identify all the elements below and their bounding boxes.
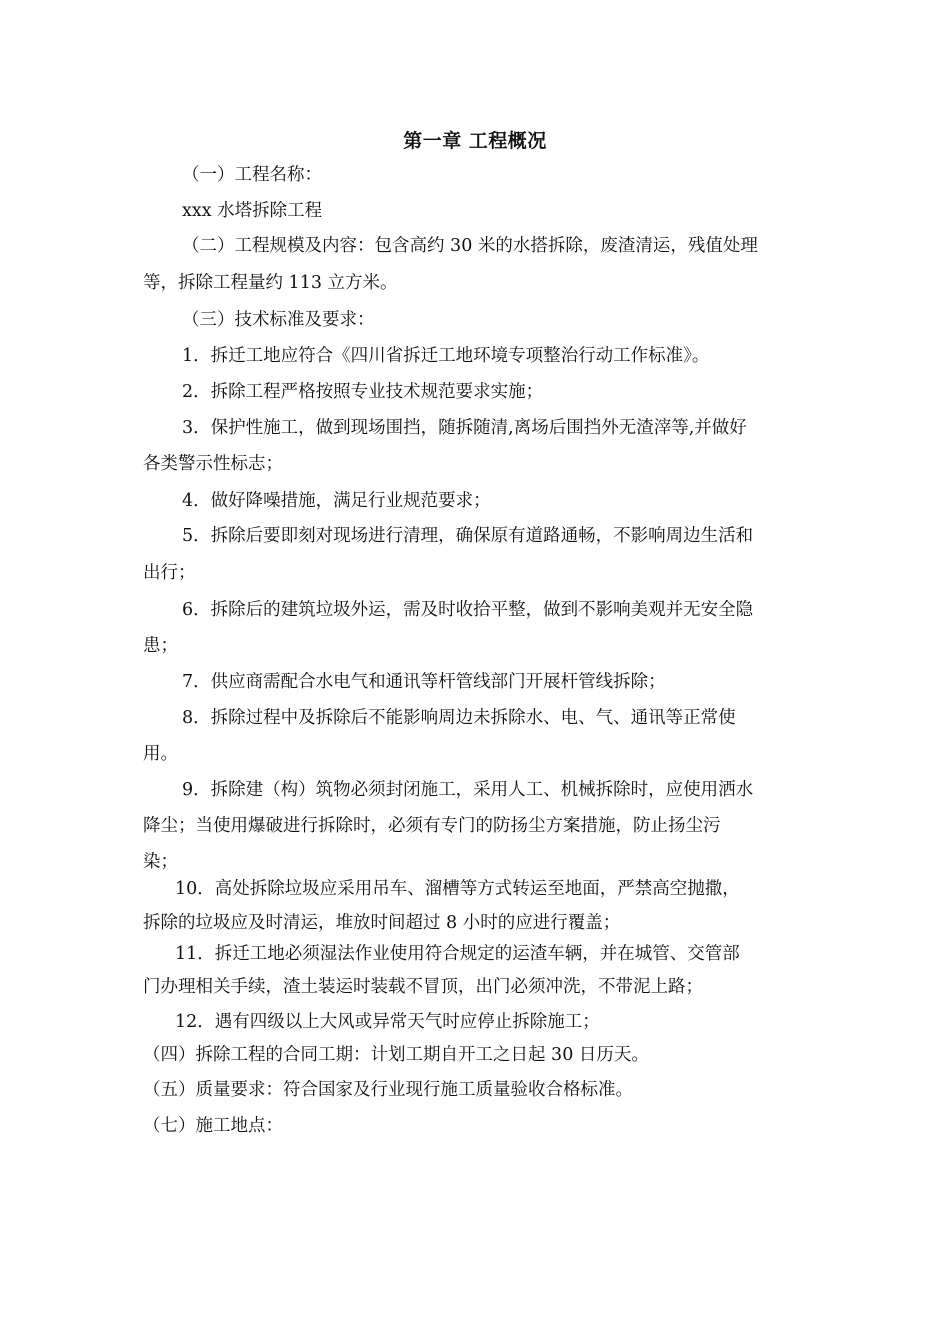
standard-item-11-line-1: 11．拆迁工地必须湿法作业使用符合规定的运渣车辆，并在城管、交管部: [175, 944, 740, 964]
standard-item-4: 4．做好降噪措施，满足行业规范要求；: [182, 491, 491, 511]
standard-item-3-line-2: 各类警示性标志；: [143, 454, 283, 474]
section-scale-line-1: （二）工程规模及内容：包含高约 30 米的水搭拆除，废渣清运，残值处理: [182, 236, 758, 256]
standard-item-7: 7．供应商需配合水电气和通讯等杆管线部门开展杆管线拆除；: [182, 672, 666, 692]
section-project-name-heading: （一）工程名称：: [182, 165, 322, 185]
section-scale-line-2: 等，拆除工程量约 113 立方米。: [143, 273, 398, 293]
standard-item-3-line-1: 3．保护性施工，做到现场围挡，随拆随清,离场后围挡外无渣滓等,并做好: [182, 418, 747, 438]
standard-item-6-line-1: 6．拆除后的建筑垃圾外运，需及时收拾平整，做到不影响美观并无安全隐: [182, 600, 754, 620]
standard-item-10-line-2: 拆除的垃圾应及时清运，堆放时间超过 8 小时的应进行覆盖；: [143, 913, 621, 933]
project-name-value: xxx 水塔拆除工程: [182, 201, 323, 221]
standard-item-5-line-1: 5．拆除后要即刻对现场进行清理，确保原有道路通畅，不影响周边生活和: [182, 526, 754, 546]
section-standards-heading: （三）技术标准及要求：: [182, 310, 375, 330]
chapter-title: 第一章 工程概况: [403, 130, 547, 152]
standard-item-2: 2．拆除工程严格按照专业技术规范要求实施；: [182, 382, 544, 402]
standard-item-9-line-3: 染；: [143, 852, 178, 872]
section-construction-site: （七）施工地点：: [143, 1116, 283, 1136]
section-quality-requirement: （五）质量要求：符合国家及行业现行施工质量验收合格标准。: [143, 1080, 633, 1100]
standard-item-12: 12．遇有四级以上大风或异常天气时应停止拆除施工；: [175, 1012, 600, 1032]
standard-item-9-line-1: 9．拆除建（构）筑物必须封闭施工，采用人工、机械拆除时，应使用洒水: [182, 780, 754, 800]
standard-item-5-line-2: 出行；: [143, 563, 196, 583]
standard-item-10-line-1: 10．高处拆除垃圾应采用吊车、溜槽等方式转运至地面，严禁高空抛撒，: [175, 879, 740, 899]
section-contract-period: （四）拆除工程的合同工期：计划工期自开工之日起 30 日历天。: [143, 1045, 649, 1065]
standard-item-6-line-2: 患；: [143, 636, 178, 656]
standard-item-1: 1．拆迁工地应符合《四川省拆迁工地环境专项整治行动工作标准》。: [182, 346, 710, 366]
standard-item-9-line-2: 降尘；当使用爆破进行拆除时，必须有专门的防扬尘方案措施，防止扬尘污: [143, 816, 721, 836]
standard-item-11-line-2: 门办理相关手续，渣土装运时装载不冒顶，出门必须冲洗，不带泥上路；: [143, 977, 703, 997]
standard-item-8-line-1: 8．拆除过程中及拆除后不能影响周边未拆除水、电、气、通讯等正常使: [182, 708, 736, 728]
standard-item-8-line-2: 用。: [143, 744, 178, 764]
